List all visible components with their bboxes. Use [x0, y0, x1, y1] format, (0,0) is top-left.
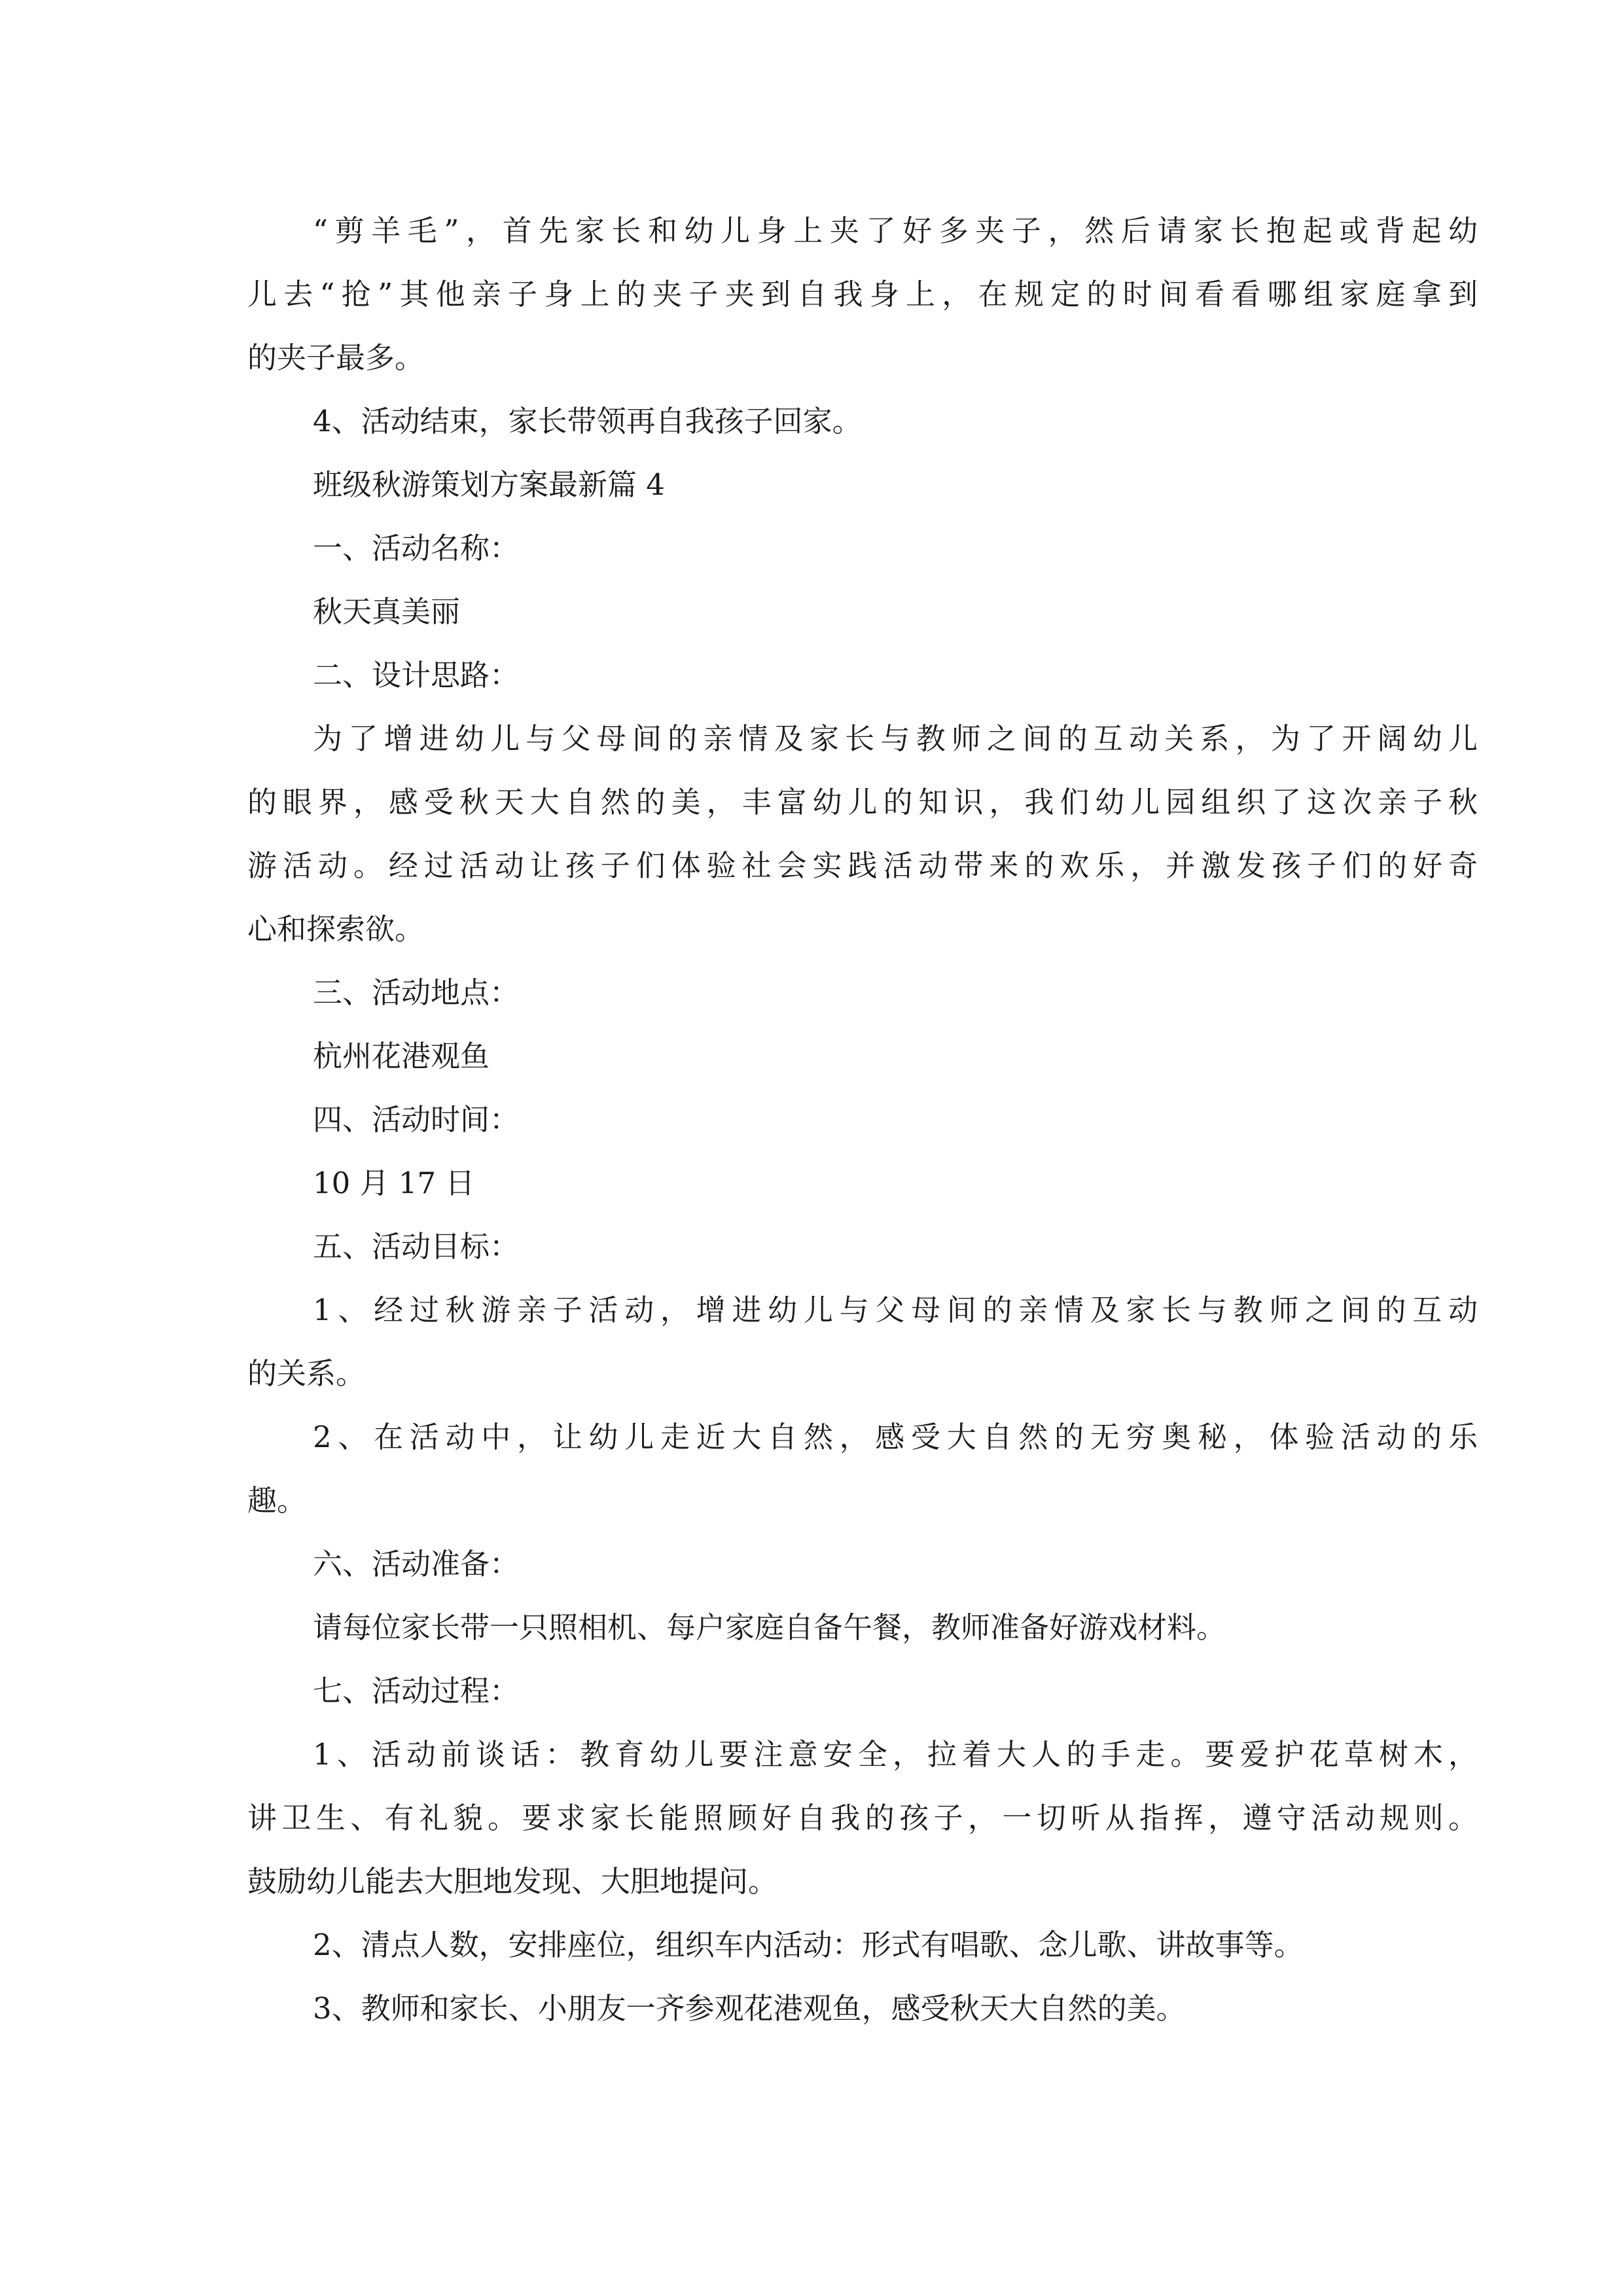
paragraph-line: 儿去“抢”其他亲子身上的夹子夹到自我身上，在规定的时间看看哪组家庭拿到 [247, 277, 1478, 312]
paragraph-line: 3、教师和家长、小朋友一齐参观花港观鱼，感受秋天大自然的美。 [313, 1991, 1186, 2026]
paragraph-line: 2、在活动中，让幼儿走近大自然，感受大自然的无穷奥秘，体验活动的乐 [313, 1420, 1478, 1454]
section-title: 班级秋游策划方案最新篇 4 [313, 467, 665, 502]
paragraph-line: 1、活动前谈话：教育幼儿要注意安全，拉着大人的手走。要爱护花草树木， [313, 1737, 1478, 1772]
paragraph-line: “剪羊毛”，首先家长和幼儿身上夹了好多夹子，然后请家长抱起或背起幼 [313, 213, 1478, 248]
heading-design-idea: 二、设计思路： [313, 658, 520, 692]
paragraph-line: 鼓励幼儿能去大胆地发现、大胆地提问。 [247, 1864, 778, 1899]
paragraph-line: 游活动。经过活动让孩子们体验社会实践活动带来的欢乐，并激发孩子们的好奇 [247, 848, 1478, 883]
heading-location: 三、活动地点： [313, 975, 520, 1010]
paragraph-line: 讲卫生、有礼貌。要求家长能照顾好自我的孩子，一切听从指挥，遵守活动规则。 [247, 1801, 1478, 1835]
paragraph-line: 4、活动结束，家长带领再自我孩子回家。 [313, 404, 862, 439]
heading-goals: 五、活动目标： [313, 1229, 520, 1264]
paragraph-line: 2、清点人数，安排座位，组织车内活动：形式有唱歌、念儿歌、讲故事等。 [313, 1928, 1304, 1962]
paragraph-line: 的夹子最多。 [247, 340, 425, 375]
paragraph-line: 的眼界，感受秋天大自然的美，丰富幼儿的知识，我们幼儿园组织了这次亲子秋 [247, 785, 1478, 819]
paragraph-line: 的关系。 [247, 1356, 366, 1391]
heading-time: 四、活动时间： [313, 1102, 520, 1137]
heading-process: 七、活动过程： [313, 1674, 520, 1708]
paragraph-line: 请每位家长带一只照相机、每户家庭自备午餐，教师准备好游戏材料。 [313, 1610, 1226, 1645]
paragraph-line: 杭州花港观鱼 [313, 1039, 490, 1073]
heading-preparation: 六、活动准备： [313, 1547, 520, 1581]
paragraph-line: 趣。 [247, 1483, 307, 1518]
heading-activity-name: 一、活动名称： [313, 531, 520, 565]
paragraph-line: 心和探索欲。 [247, 912, 425, 946]
paragraph-line: 1、经过秋游亲子活动，增进幼儿与父母间的亲情及家长与教师之间的互动 [313, 1293, 1478, 1327]
paragraph-line: 10 月 17 日 [313, 1166, 475, 1200]
paragraph-line: 为了增进幼儿与父母间的亲情及家长与教师之间的互动关系，为了开阔幼儿 [313, 721, 1478, 756]
paragraph-line: 秋天真美丽 [313, 594, 461, 629]
